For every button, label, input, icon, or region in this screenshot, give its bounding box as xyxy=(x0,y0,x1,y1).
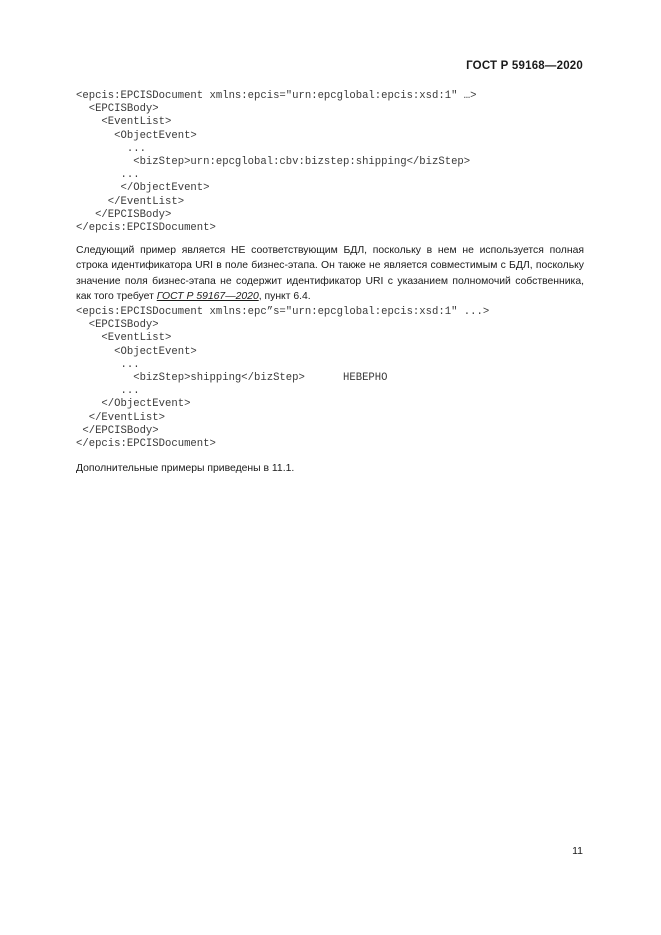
code-line: <EventList> xyxy=(76,332,172,345)
code-line: </epcis:EPCISDocument> xyxy=(76,222,216,235)
code-line: </EventList> xyxy=(76,411,166,424)
code-line: </ObjectEvent> xyxy=(76,182,210,195)
code-line: <EPCISBody> xyxy=(76,103,159,116)
code-example-1 xyxy=(76,90,477,235)
standard-reference-link[interactable]: ГОСТ Р 59167—2020 xyxy=(156,291,259,303)
code-line: <epcis:EPCISDocument xmlns:epc”s="urn:epcglobal:epcis:xsd:1" ...> xyxy=(76,306,490,318)
code-line: </EPCISBody> xyxy=(76,424,159,437)
standard-code: ГОСТ Р 59168—2020 xyxy=(466,60,583,72)
paragraph-noncompliant-example xyxy=(76,243,584,305)
code-line: ... xyxy=(76,385,140,398)
code-line: <epcis:EPCISDocument xmlns:epcis="urn:epcglobal:epcis:xsd:1" …> xyxy=(76,90,477,102)
code-line: <ObjectEvent> xyxy=(76,345,197,358)
code-line: ... xyxy=(76,169,140,182)
code-line: </epcis:EPCISDocument> xyxy=(76,438,216,451)
code-line: <bizStep>urn:epcglobal:cbv:bizstep:shipping</bizStep> xyxy=(76,156,471,169)
code-line: <bizStep>shipping</bizStep> НЕВЕРНО xyxy=(76,372,388,385)
code-line: <EPCISBody> xyxy=(76,319,159,332)
paragraph-additional-examples: Дополнительные примеры приведены в 11.1. xyxy=(76,463,295,474)
paragraph-text: , пункт 6.4. xyxy=(258,291,311,303)
code-line: </EventList> xyxy=(76,195,185,208)
code-line: ... xyxy=(76,142,146,155)
code-example-2 xyxy=(76,306,489,451)
paragraph-text: Следующий пример является НЕ соответствующим БДЛ, поскольку в нем не используется полная строка идентификатора URI в поле бизнес-этапа. Он также не является совместимым с БДЛ, поскольку значение поля бизнес-этапа не содержит идентификатор URI с указанием полномочий собственника, как того требует xyxy=(76,245,584,303)
code-line: </EPCISBody> xyxy=(76,208,172,221)
page-number: 11 xyxy=(572,845,583,857)
code-line: </ObjectEvent> xyxy=(76,398,191,411)
code-line: <EventList> xyxy=(76,116,172,129)
code-line: ... xyxy=(76,358,140,371)
code-line: <ObjectEvent> xyxy=(76,129,197,142)
